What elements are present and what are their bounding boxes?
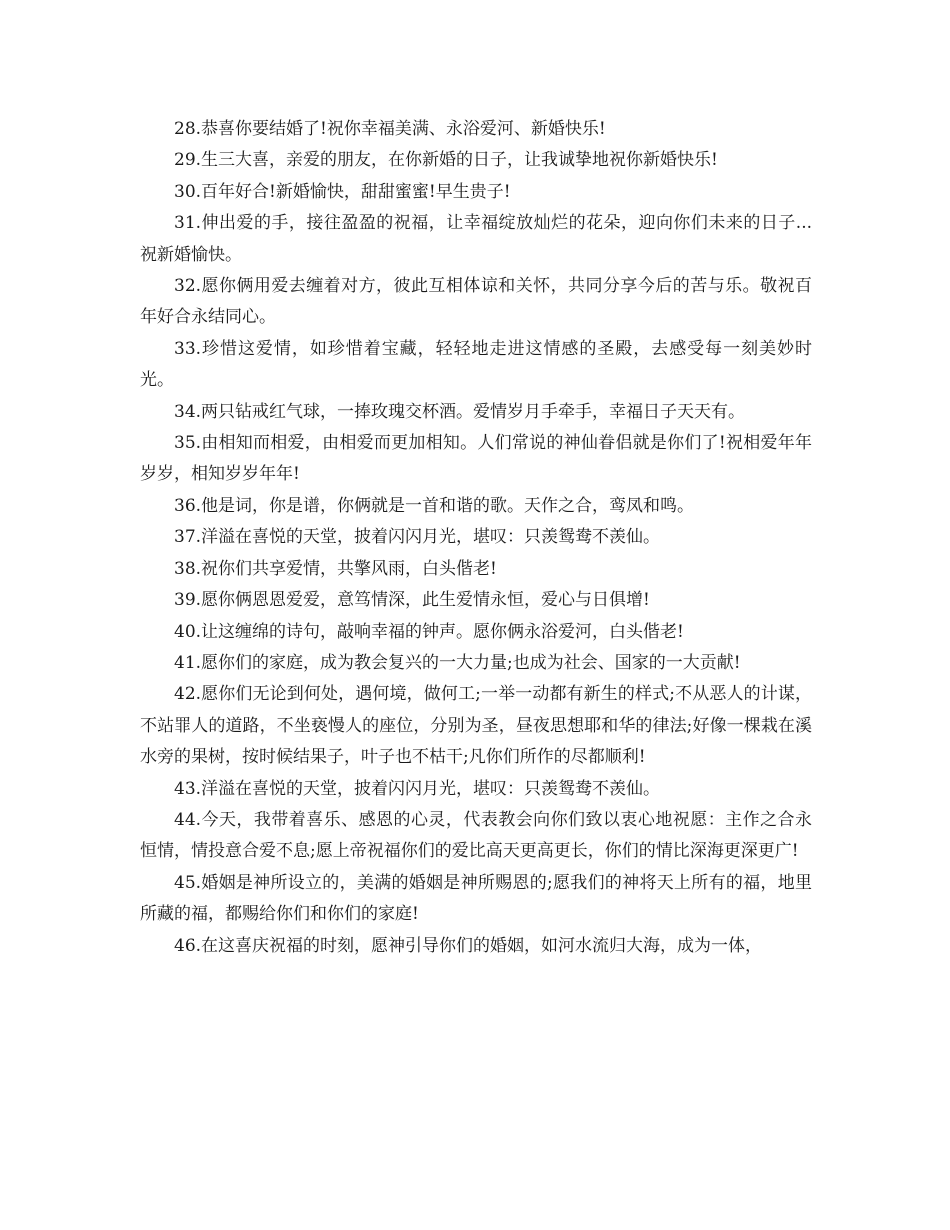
paragraph-37: 37.洋溢在喜悦的天堂，披着闪闪月光，堪叹：只羡鸳鸯不羡仙。 [174,527,661,548]
paragraph-44: 44.今天，我带着喜乐、感恩的心灵，代表教会向你们致以衷心地祝愿：主作之合永恒情，情投意合爱不息;愿上帝祝福你们的爱比高天更高更长，你们的情比深海更深更广! [140,809,812,862]
paragraph-33: 33.珍惜这爱情，如珍惜着宝藏，轻轻地走进这情感的圣殿，去感受每一刻美妙时光。 [140,338,812,391]
paragraph-28: 28.恭喜你要结婚了!祝你幸福美满、永浴爱河、新婚快乐! [174,119,606,139]
paragraph-46: 46.在这喜庆祝福的时刻，愿神引导你们的婚姻，如河水流归大海，成为一体， [174,935,763,956]
paragraph-43: 43.洋溢在喜悦的天堂，披着闪闪月光，堪叹：只羡鸳鸯不羡仙。 [174,778,661,799]
paragraph-39: 39.愿你俩恩恩爱爱，意笃情深，此生爱情永恒，爱心与日俱增! [174,590,650,611]
paragraph-36: 36.他是词，你是谱，你俩就是一首和谐的歌。天作之合，鸾凤和鸣。 [174,495,695,516]
paragraph-32: 32.愿你俩用爱去缠着对方，彼此互相体谅和关怀，共同分享今后的苦与乐。敬祝百年好合永结同心。 [140,276,812,328]
paragraph-29: 29.生三大喜，亲爱的朋友，在你新婚的日子，让我诚挚地祝你新婚快乐! [174,150,718,171]
paragraph-30: 30.百年好合!新婚愉快，甜甜蜜蜜!早生贵子! [174,181,511,202]
paragraph-41: 41.愿你们的家庭，成为教会复兴的一大力量;也成为社会、国家的一大贡献! [174,652,741,673]
paragraph-45: 45.婚姻是神所设立的，美满的婚姻是神所赐恩的;愿我们的神将天上所有的福，地里所藏的福，都赐给你们和你们的家庭! [140,872,812,925]
paragraph-40: 40.让这缠绵的诗句，敲响幸福的钟声。愿你俩永浴爱河，白头偕老! [174,621,684,642]
paragraph-35: 35.由相知而相爱，由相爱而更加相知。人们常说的神仙眷侣就是你们了!祝相爱年年岁岁，相知岁岁年年! [140,433,812,485]
paragraph-38: 38.祝你们共享爱情，共擎风雨，白头偕老! [174,558,497,579]
paragraph-31: 31.伸出爱的手，接往盈盈的祝福，让幸福绽放灿烂的花朵，迎向你们未来的日子...祝新婚愉快。 [140,213,812,265]
document-body [140,114,812,962]
paragraph-42: 42.愿你们无论到何处，遇何境，做何工;一举一动都有新生的样式;不从恶人的计谋，不站罪人的道路，不坐亵慢人的座位，分别为圣，昼夜思想耶和华的律法;好像一棵栽在溪水旁的果树，按时候结果子，叶子也不枯干;凡你们所作的尽都顺利! [140,684,812,768]
paragraph-34: 34.两只钻戒红气球，一捧玫瑰交杯酒。爱情岁月手牵手，幸福日子天天有。 [174,401,746,422]
